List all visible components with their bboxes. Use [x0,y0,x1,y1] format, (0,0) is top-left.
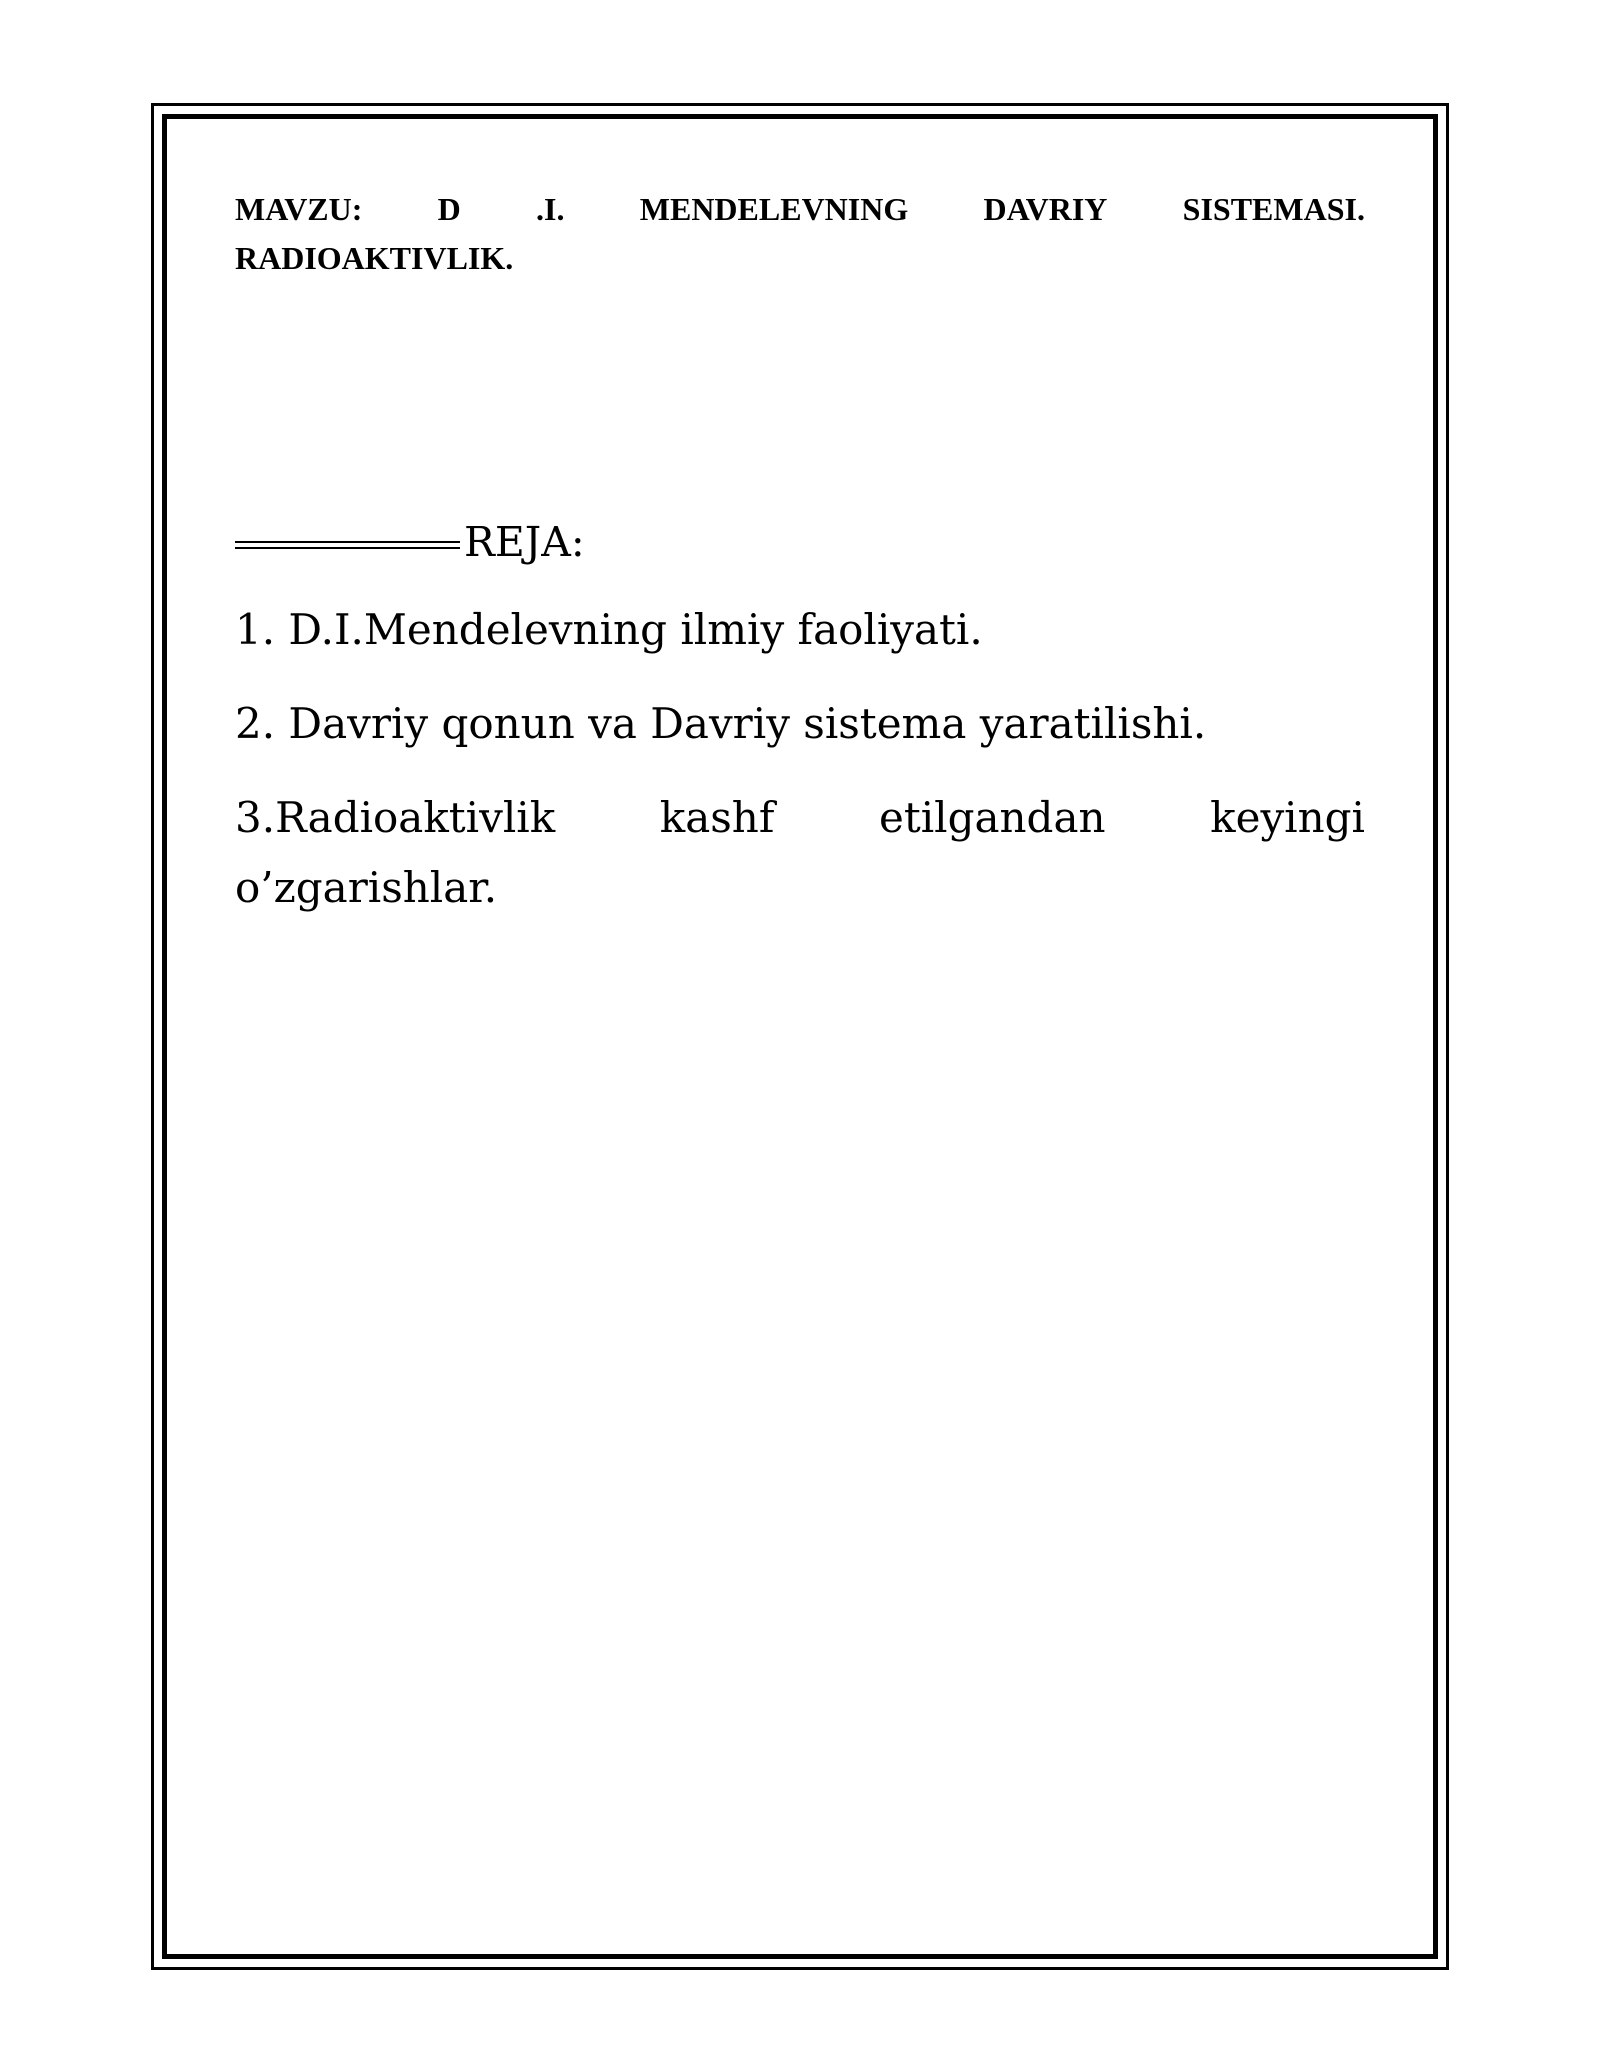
topic-word: MENDELEVNING [639,191,909,227]
plan-item-2: 2. Davriy qonun va Davriy sistema yaratilishi. [235,699,1207,748]
topic-word: .I. [536,191,565,227]
plan-item-1: 1. D.I.Mendelevning ilmiy faoliyati. [235,605,983,654]
topic-title [235,185,1365,283]
topic-title-line-1 [235,185,1365,234]
topic-word: SISTEMASI. [1182,191,1365,227]
plan-heading-row [235,511,1365,573]
plan-item-3 [235,785,1365,921]
double-rule-decoration [235,541,460,549]
topic-word: DAVRIY [983,191,1108,227]
document-content [235,185,1365,921]
plan-item-3-line-1 [235,785,1365,851]
plan-item-3-word: kashf [659,793,775,842]
plan-item-3-word: keyingi [1210,793,1365,842]
plan-item-3-line-2: o’zgarishlar. [235,863,498,912]
topic-word: D [437,191,461,227]
plan-item-3-word: etilgandan [878,793,1106,842]
plan-heading: REJA: [464,518,585,566]
plan-item-3-word: 3.Radioaktivlik [235,793,556,842]
topic-word: MAVZU: [235,191,363,227]
plan-section [235,511,1365,921]
topic-title-line-2: RADIOAKTIVLIK. [235,240,514,276]
